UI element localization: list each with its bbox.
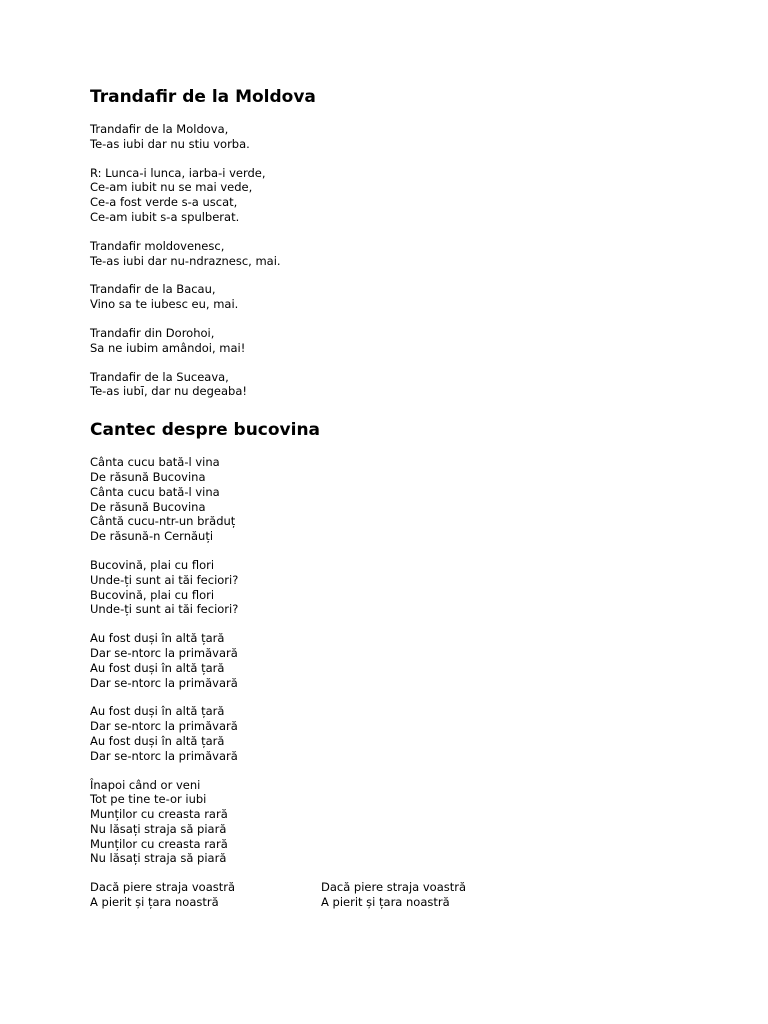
stanza-refrain bbox=[90, 166, 730, 225]
lyric-line: Bucovină, plai cu flori bbox=[90, 587, 215, 602]
stanza bbox=[90, 455, 730, 544]
lyric-line: Tot pe tine te-or iubi bbox=[90, 792, 207, 807]
song-bucovina bbox=[90, 416, 730, 910]
lyric-line: Sa ne iubim amândoi, mai! bbox=[90, 340, 246, 355]
song-trandafir bbox=[90, 83, 730, 399]
lyric-line: Au fost duși în altă țară bbox=[90, 704, 225, 719]
lyric-line: Unde-ți sunt ai tăi feciori? bbox=[90, 602, 239, 617]
song-title: Cantec despre bucovina bbox=[90, 420, 321, 441]
column-right bbox=[321, 880, 621, 910]
stanza bbox=[90, 558, 730, 617]
stanza bbox=[90, 326, 730, 356]
lyric-line: Nu lăsați straja să piară bbox=[90, 851, 227, 866]
lyric-line: Te-as iubī, dar nu degeaba! bbox=[90, 384, 247, 399]
lyric-line: Trandafir din Dorohoi, bbox=[90, 325, 215, 340]
lyric-line: Ce-am iubit nu se mai vede, bbox=[90, 180, 253, 195]
stanza bbox=[90, 704, 730, 763]
lyric-line: Trandafir de la Suceava, bbox=[90, 369, 229, 384]
lyric-line: Dacă piere straja voastră bbox=[90, 880, 236, 895]
stanza bbox=[90, 282, 730, 312]
lyric-line: A pierit și țara noastră bbox=[321, 895, 450, 910]
lyric-line: Trandafir moldovenesc, bbox=[90, 238, 225, 253]
document-page bbox=[90, 83, 730, 910]
lyric-line: Nu lăsați straja să piară bbox=[90, 821, 227, 836]
lyric-line: Dar se-ntorc la primăvară bbox=[90, 645, 238, 660]
stanza bbox=[90, 631, 730, 690]
lyric-line: Unde-ți sunt ai tăi feciori? bbox=[90, 572, 239, 587]
stanza bbox=[90, 122, 730, 152]
lyric-line: Înapoi când or veni bbox=[90, 777, 201, 792]
lyric-line: De răsună-n Cernăuți bbox=[90, 529, 214, 544]
final-stanza-columns bbox=[90, 880, 730, 910]
lyric-line: De răsună Bucovina bbox=[90, 499, 206, 514]
lyric-line: Trandafir de la Moldova, bbox=[90, 122, 229, 136]
song-title: Trandafir de la Moldova bbox=[90, 87, 316, 107]
lyric-line: Trandafir de la Bacau, bbox=[90, 282, 216, 297]
lyric-line: Bucovină, plai cu flori bbox=[90, 557, 215, 572]
lyric-line: Te-as iubi dar nu stiu vorba. bbox=[90, 136, 250, 151]
lyric-line: R: Lunca-i lunca, iarba-i verde, bbox=[90, 165, 266, 180]
stanza bbox=[90, 778, 730, 867]
lyric-line: Au fost duși în altă țară bbox=[90, 660, 225, 675]
lyric-line: Dar se-ntorc la primăvară bbox=[90, 675, 238, 690]
lyric-line: Dar se-ntorc la primăvară bbox=[90, 719, 238, 734]
lyric-line: Au fost duși în altă țară bbox=[90, 631, 225, 646]
stanza bbox=[90, 370, 730, 400]
lyric-line: De răsună Bucovina bbox=[90, 469, 206, 484]
stanza bbox=[90, 239, 730, 269]
lyric-line: Munților cu creasta rară bbox=[90, 836, 228, 851]
lyric-line: Cânta cucu bată-l vina bbox=[90, 484, 220, 499]
lyric-line: A pierit și țara noastră bbox=[90, 895, 219, 910]
lyric-line: Munților cu creasta rară bbox=[90, 807, 228, 822]
lyric-line: Dacă piere straja voastră bbox=[321, 880, 467, 895]
column-left bbox=[90, 880, 321, 910]
lyric-line: Dar se-ntorc la primăvară bbox=[90, 748, 238, 763]
lyric-line: Ce-am iubit s-a spulberat. bbox=[90, 209, 240, 224]
lyric-line: Vino sa te iubesc eu, mai. bbox=[90, 297, 239, 312]
lyric-line: Au fost duși în altă țară bbox=[90, 733, 225, 748]
lyric-line: Ce-a fost verde s-a uscat, bbox=[90, 195, 238, 210]
lyric-line: Te-as iubi dar nu-ndraznesc, mai. bbox=[90, 253, 281, 268]
lyric-line: Cântă cucu-ntr-un brăduț bbox=[90, 514, 236, 529]
lyric-line: Cânta cucu bată-l vina bbox=[90, 455, 220, 470]
